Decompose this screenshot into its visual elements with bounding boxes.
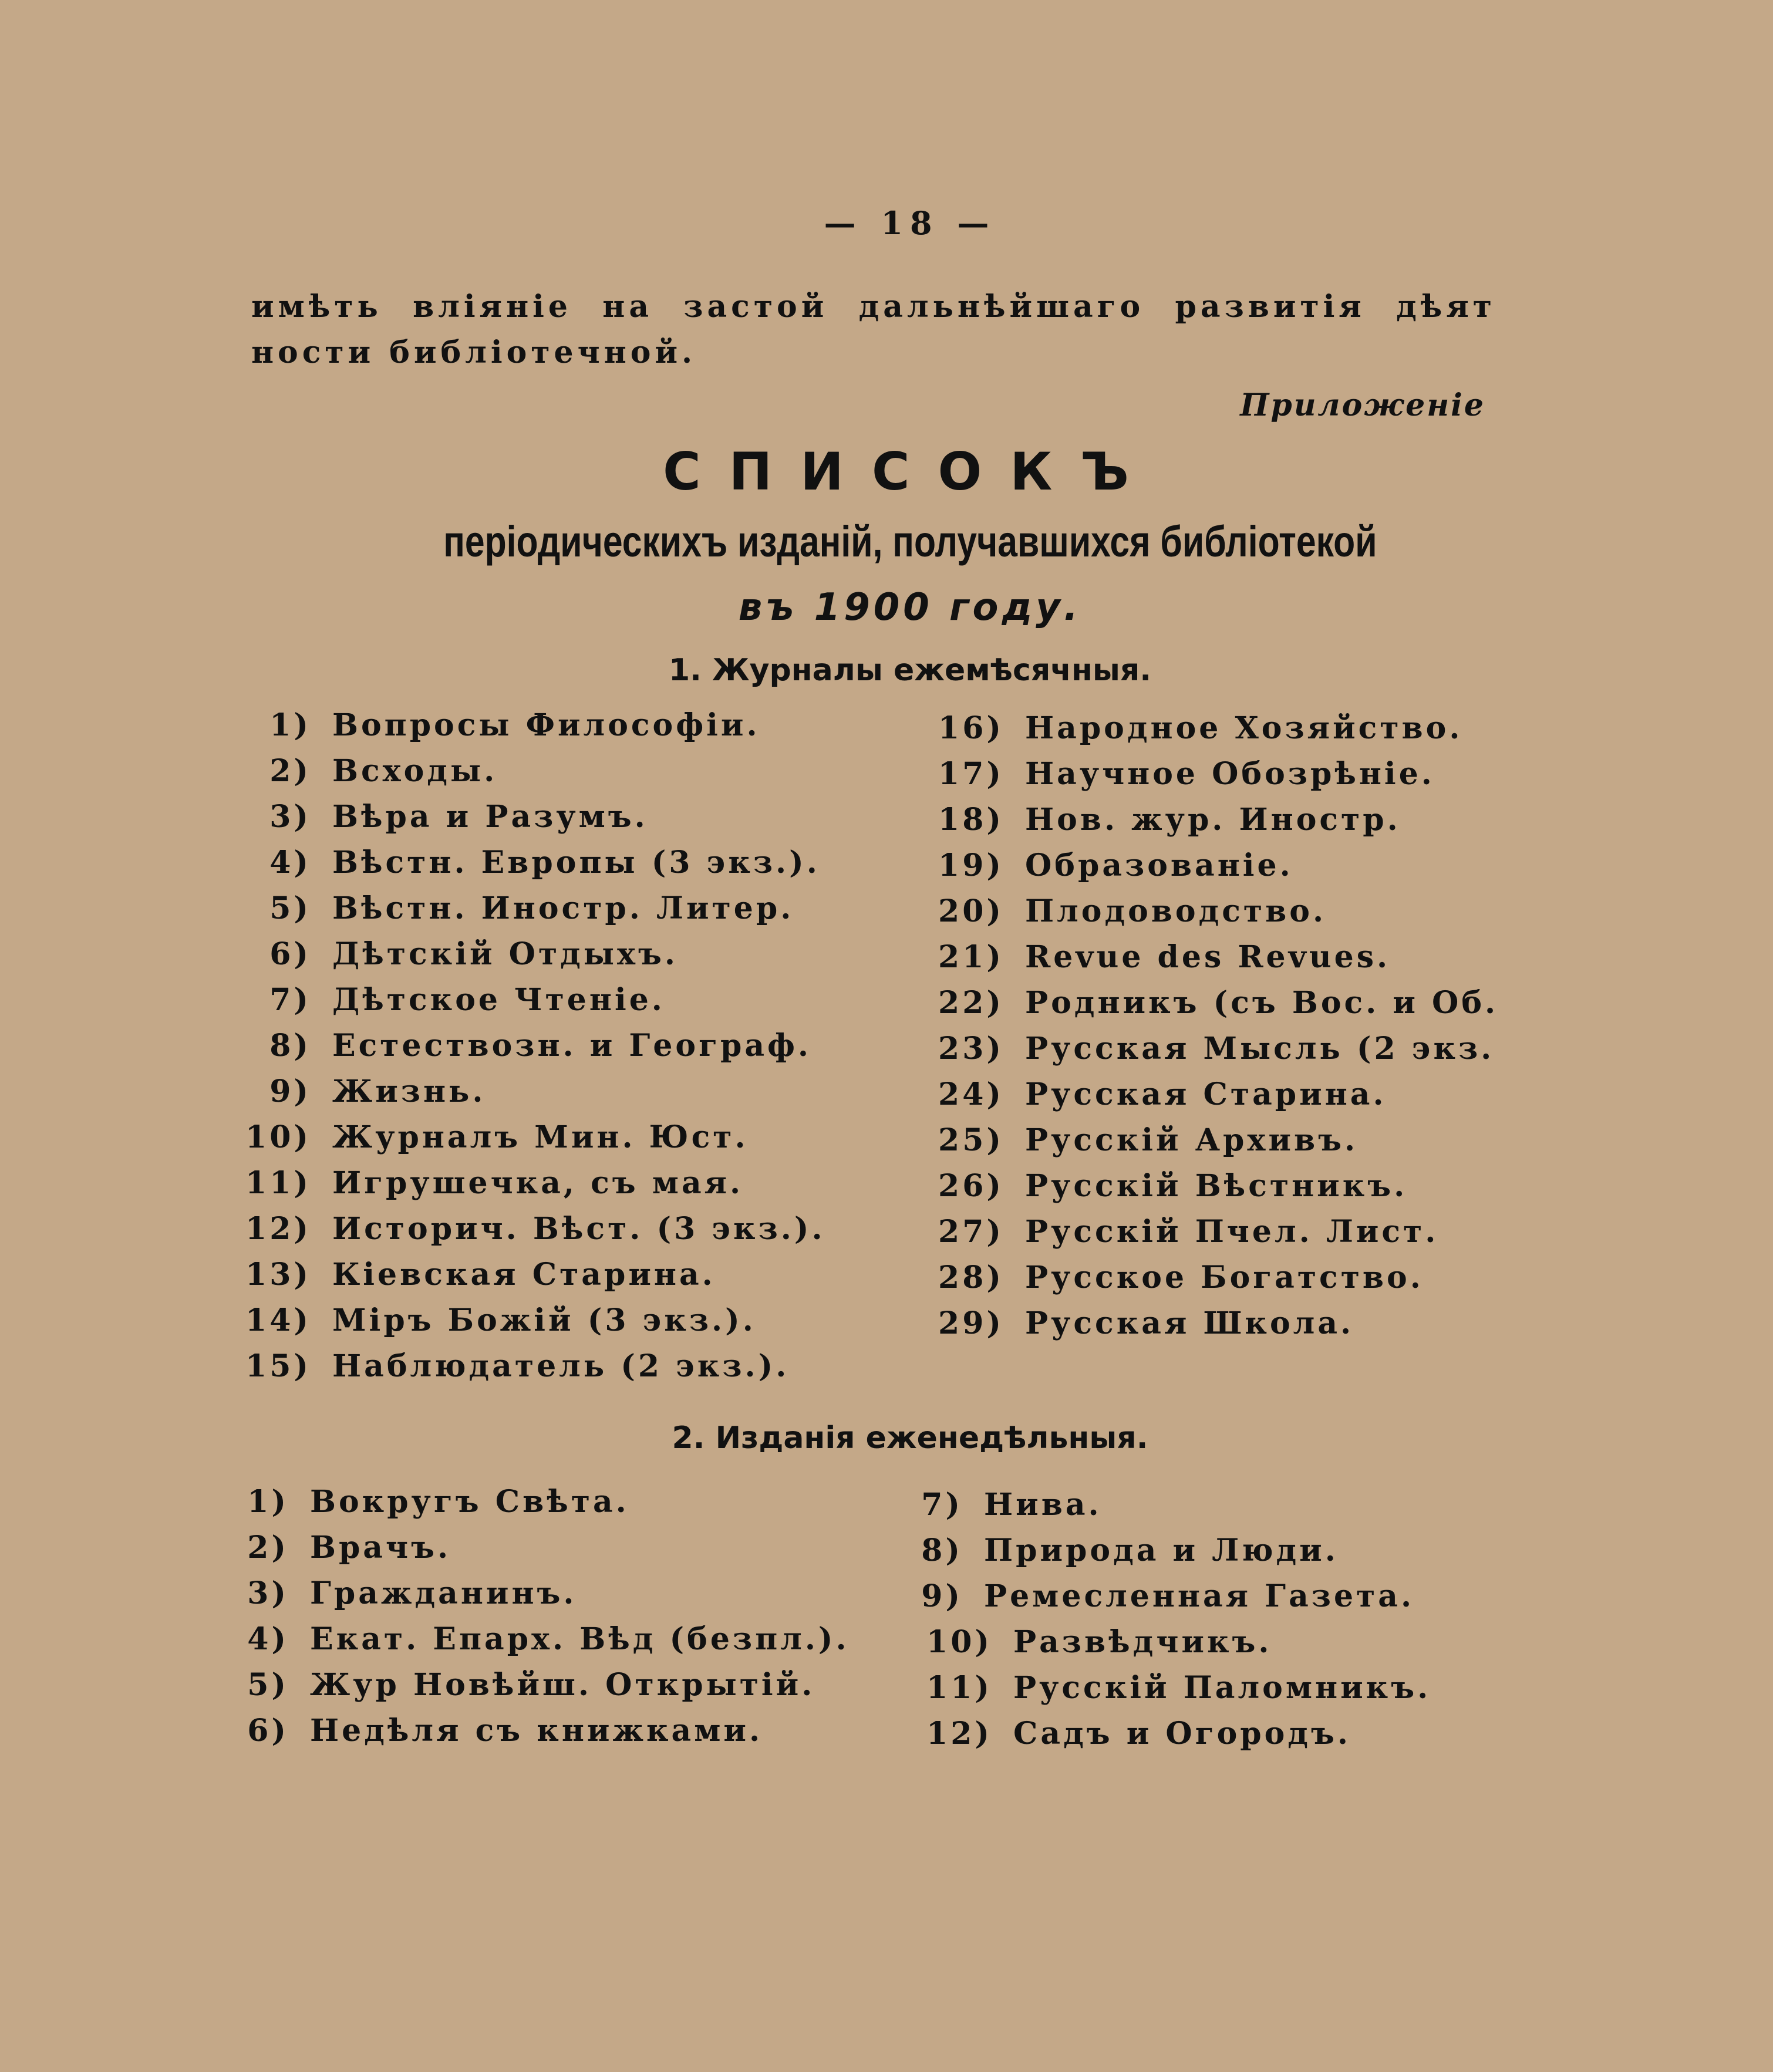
item-title: Образованіе. [1025,848,1293,883]
item-number: 2) [269,753,311,789]
item-number: 6) [247,1713,289,1749]
item-number: 9) [269,1074,311,1109]
item-title: Ремесленная Газета. [984,1578,1415,1614]
list-item [928,939,1390,975]
item-number: 19) [938,848,1004,883]
item-number: 11) [926,1670,992,1706]
item-title: Наблюдатель (2 экз.). [332,1348,790,1384]
appendix-label: Приложеніе [1240,387,1485,423]
list-item [236,1713,763,1749]
list-item [928,802,1401,838]
list-item [236,1530,451,1565]
item-number: 5) [247,1667,289,1703]
item-number: 13) [245,1257,311,1293]
item-title: Міръ Божій (3 экз.). [332,1302,756,1338]
item-number: 17) [938,756,1004,792]
item-number: 21) [938,939,1004,975]
title-subtitle: періодическихъ изданій, получавшихся библіотекой [443,517,1377,566]
item-title: Русскій Пчел. Лист. [1025,1214,1439,1250]
list-item [235,845,820,880]
item-number: 3) [247,1575,289,1611]
intro-line-2: ности библіотечной. [251,335,697,370]
item-title: Дѣтское Чтеніе. [332,982,665,1018]
item-number: 12) [245,1211,311,1247]
item-title: Екат. Епарх. Вѣд (безпл.). [310,1621,850,1657]
item-title: Жизнь. [332,1074,486,1109]
item-number: 24) [938,1077,1004,1112]
item-number: 6) [269,936,311,972]
list-item [235,1119,749,1155]
title-main: СПИСОКЪ [663,441,1157,502]
list-item [235,982,665,1018]
list-item [235,890,794,926]
item-number: 9) [921,1578,963,1614]
item-title: Вокругъ Свѣта. [310,1484,629,1520]
item-title: Народное Хозяйство. [1025,710,1463,746]
item-title: Естествозн. и Географ. [332,1028,812,1064]
list-item [928,1077,1387,1112]
item-title: Гражданинъ. [310,1575,577,1611]
list-item [928,1031,1494,1067]
list-item [928,1214,1438,1250]
list-item [928,848,1293,883]
item-title: Русскій Паломникъ. [1013,1670,1431,1706]
list-item [235,799,648,835]
item-title: Кіевская Старина. [332,1257,716,1293]
item-number: 20) [938,893,1004,929]
item-number: 14) [245,1302,311,1338]
list-item [235,1028,811,1064]
item-number: 4) [269,845,311,880]
list-item [928,1122,1358,1158]
title-year: въ 1900 году. [738,586,1082,629]
intro-line-1: имѣть вліяніе на застой дальнѣйшаго развитія дѣят [251,289,1496,325]
item-number: 12) [926,1716,992,1752]
item-title: Игрушечка, съ мая. [332,1165,744,1201]
list-item [928,1305,1354,1341]
list-item [235,1074,486,1109]
item-number: 25) [938,1122,1004,1158]
list-item [910,1670,1431,1706]
section-heading-monthly: 1. Журналы ежемѣсячныя. [668,653,1152,688]
item-title: Нива. [984,1487,1102,1523]
list-item [881,1578,1414,1614]
item-title: Всходы. [332,753,498,789]
item-title: Русская Школа. [1025,1305,1354,1341]
item-title: Журналъ Мин. Юст. [332,1119,749,1155]
item-number: 29) [938,1305,1004,1341]
item-number: 15) [245,1348,311,1384]
item-title: Плодоводство. [1025,893,1327,929]
item-number: 10) [926,1624,992,1660]
item-title: Вѣстн. Иностр. Литер. [332,890,794,926]
item-number: 8) [269,1028,311,1064]
item-title: Жур Новѣйш. Открытій. [310,1667,815,1703]
list-item [235,1257,716,1293]
list-item [235,1165,743,1201]
item-number: 7) [921,1487,963,1523]
item-number: 5) [269,890,311,926]
item-number: 18) [938,802,1004,838]
item-title: Русское Богатство. [1025,1260,1424,1295]
item-title: Недѣля съ книжками. [310,1713,763,1749]
item-title: Развѣдчикъ. [1013,1624,1272,1660]
item-title: Русскій Вѣстникъ. [1025,1168,1408,1204]
item-number: 8) [921,1533,963,1568]
item-title: Русская Старина. [1025,1077,1387,1112]
item-title: Дѣтскій Отдыхъ. [332,936,678,972]
item-title: Вѣстн. Европы (3 экз.). [332,845,820,880]
item-number: 3) [269,799,311,835]
item-title: Врачъ. [310,1530,451,1565]
item-number: 4) [247,1621,289,1657]
item-number: 27) [938,1214,1004,1250]
list-item [928,985,1498,1021]
list-item [928,893,1326,929]
item-title: Садъ и Огородъ. [1013,1716,1351,1752]
item-title: Родникъ (съ Вос. и Об. [1025,985,1499,1021]
list-item [235,753,497,789]
item-title: Историч. Вѣст. (3 экз.). [332,1211,825,1247]
item-title: Вѣра и Разумъ. [332,799,648,835]
section-heading-weekly: 2. Изданія еженедѣльныя. [672,1420,1148,1456]
item-title: Научное Обозрѣніе. [1025,756,1435,792]
list-item [881,1533,1339,1568]
list-item [928,710,1462,746]
list-item [235,1348,789,1384]
item-title: Русскій Архивъ. [1025,1122,1359,1158]
item-title: Вопросы Философіи. [332,707,760,743]
item-number: 1) [247,1484,289,1520]
list-item [235,707,760,743]
item-title: Природа и Люди. [984,1533,1339,1568]
item-number: 7) [269,982,311,1018]
list-item [236,1621,850,1657]
item-number: 22) [938,985,1004,1021]
page-number: — 18 — [824,204,996,242]
item-number: 16) [938,710,1004,746]
item-number: 10) [245,1119,311,1155]
item-number: 2) [247,1530,289,1565]
list-item [910,1624,1272,1660]
list-item [236,1667,815,1703]
list-item [235,936,678,972]
item-number: 23) [938,1031,1004,1067]
item-number: 26) [938,1168,1004,1204]
list-item [928,1168,1407,1204]
list-item [235,1302,756,1338]
list-item [235,1211,825,1247]
item-title: Revue des Revues. [1025,939,1391,975]
item-number: 11) [245,1165,311,1201]
list-item [236,1575,577,1611]
list-item [928,756,1435,792]
list-item [928,1260,1424,1295]
item-title: Русская Мысль (2 экз. [1025,1031,1495,1067]
list-item [910,1716,1351,1752]
list-item [881,1487,1102,1523]
item-title: Нов. жур. Иностр. [1025,802,1401,838]
item-number: 28) [938,1260,1004,1295]
list-item [236,1484,629,1520]
item-number: 1) [269,707,311,743]
